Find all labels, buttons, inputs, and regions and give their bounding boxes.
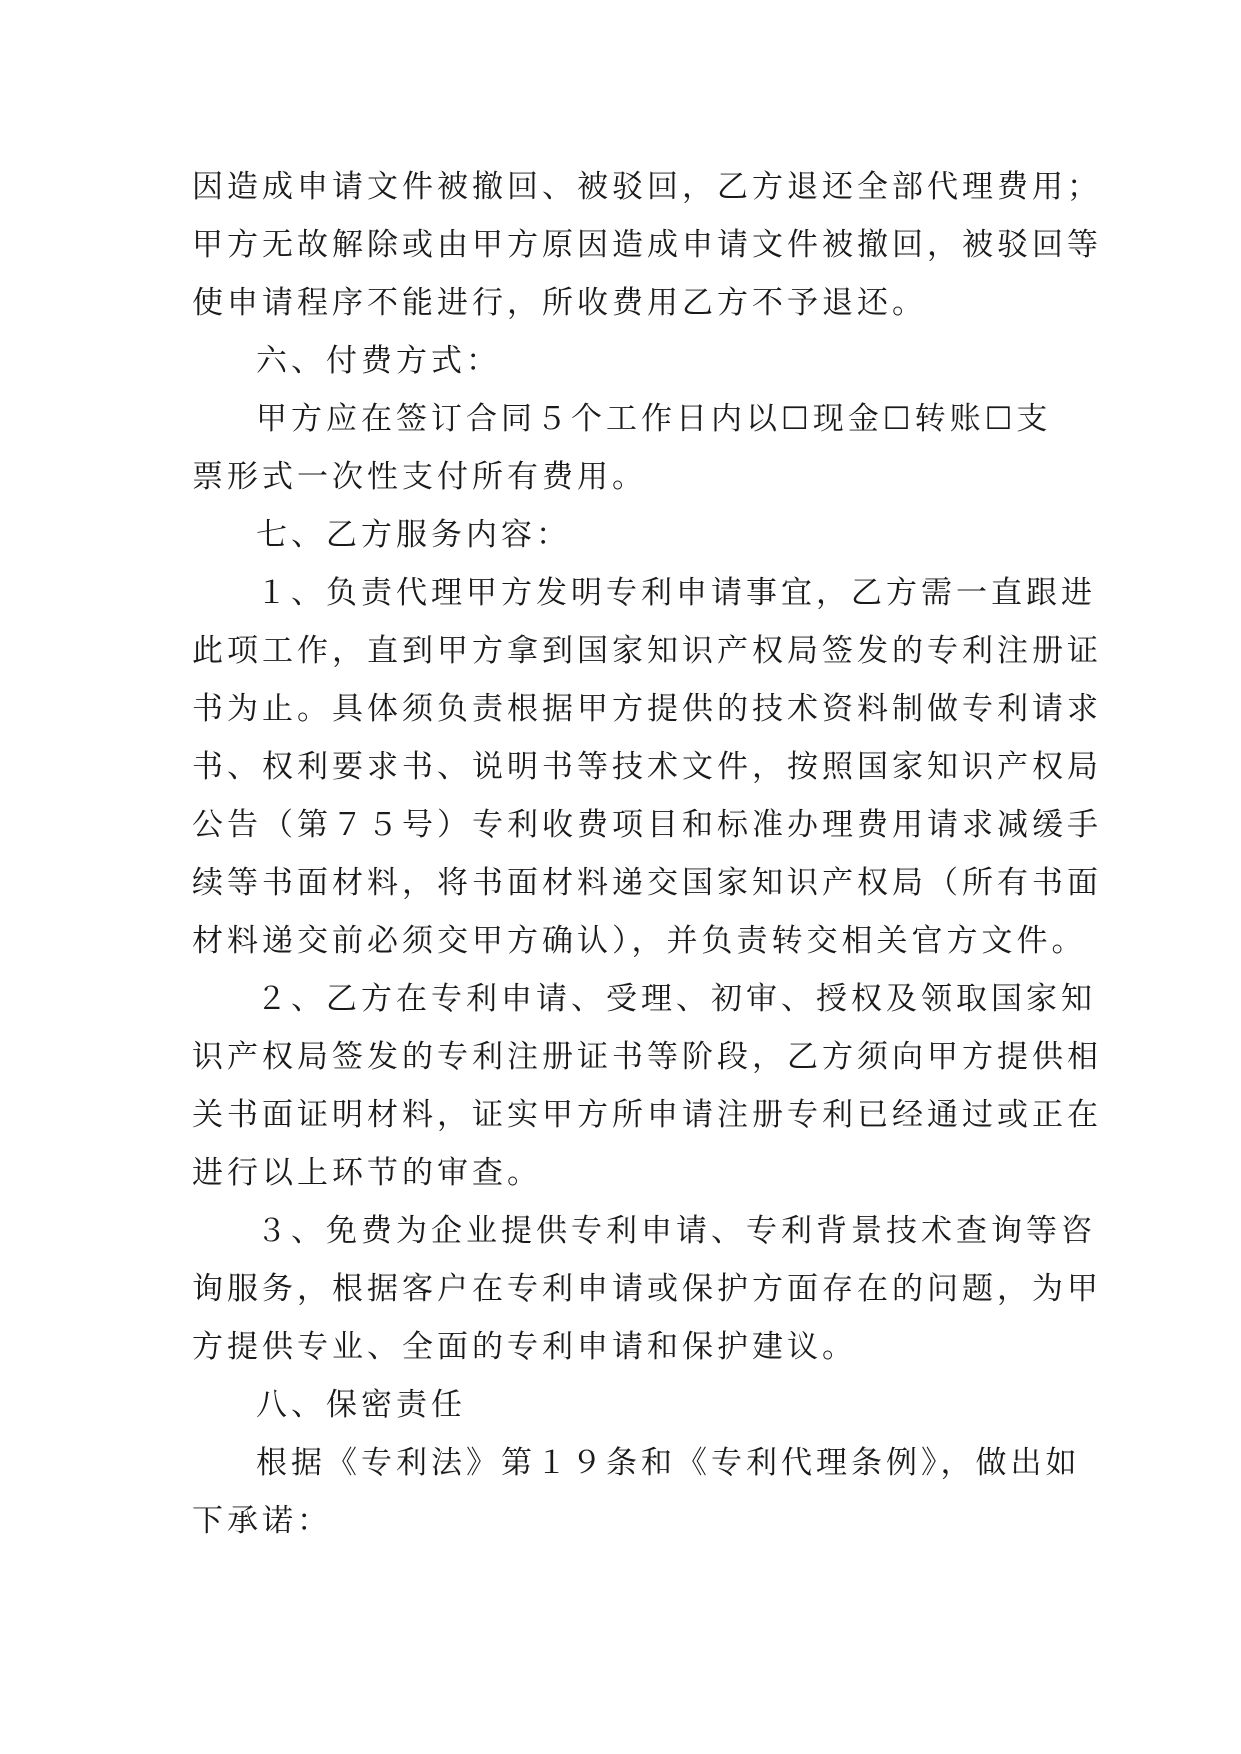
text-line: 此项工作，直到甲方拿到国家知识产权局签发的专利注册证: [192, 633, 1102, 669]
text-line: 关书面证明材料，证实甲方所申请注册专利已经通过或正在: [192, 1097, 1102, 1133]
text-line: 八、保密责任: [256, 1387, 466, 1423]
text-line: 使申请程序不能进行，所收费用乙方不予退还。: [192, 285, 927, 321]
text-line: 询服务，根据客户在专利申请或保护方面存在的问题，为甲: [192, 1271, 1102, 1307]
text-line: 下承诺：: [192, 1503, 332, 1539]
text-line: 方提供专业、全面的专利申请和保护建议。: [192, 1329, 857, 1365]
text-line: 识产权局签发的专利注册证书等阶段，乙方须向甲方提供相: [192, 1039, 1102, 1075]
text-line: 续等书面材料，将书面材料递交国家知识产权局（所有书面: [192, 865, 1102, 901]
text-line: 书、权利要求书、说明书等技术文件，按照国家知识产权局: [192, 749, 1102, 785]
text-line: 因造成申请文件被撤回、被驳回，乙方退还全部代理费用；: [192, 169, 1102, 205]
text-line: 甲方应在签订合同５个工作日内以☐现金☐转账☐支: [256, 401, 1052, 437]
document-body: [192, 158, 1102, 1550]
text-line: 书为止。具体须负责根据甲方提供的技术资料制做专利请求: [192, 691, 1102, 727]
text-line: 公告（第７５号）专利收费项目和标准办理费用请求减缓手: [192, 807, 1102, 843]
text-line: 进行以上环节的审查。: [192, 1155, 542, 1191]
text-line: 根据《专利法》第１９条和《专利代理条例》，做出如: [256, 1445, 1081, 1481]
text-line: 六、付费方式：: [256, 343, 501, 379]
text-line: 甲方无故解除或由甲方原因造成申请文件被撤回，被驳回等: [192, 227, 1102, 263]
text-line: 材料递交前必须交甲方确认），并负责转交相关官方文件。: [192, 923, 1087, 959]
text-line: １、负责代理甲方发明专利申请事宜，乙方需一直跟进: [256, 575, 1096, 611]
text-line: ３、免费为企业提供专利申请、专利背景技术查询等咨: [256, 1213, 1096, 1249]
text-line: ２、乙方在专利申请、受理、初审、授权及领取国家知: [256, 981, 1096, 1017]
text-line: 票形式一次性支付所有费用。: [192, 459, 647, 495]
text-line: 七、乙方服务内容：: [256, 517, 571, 553]
